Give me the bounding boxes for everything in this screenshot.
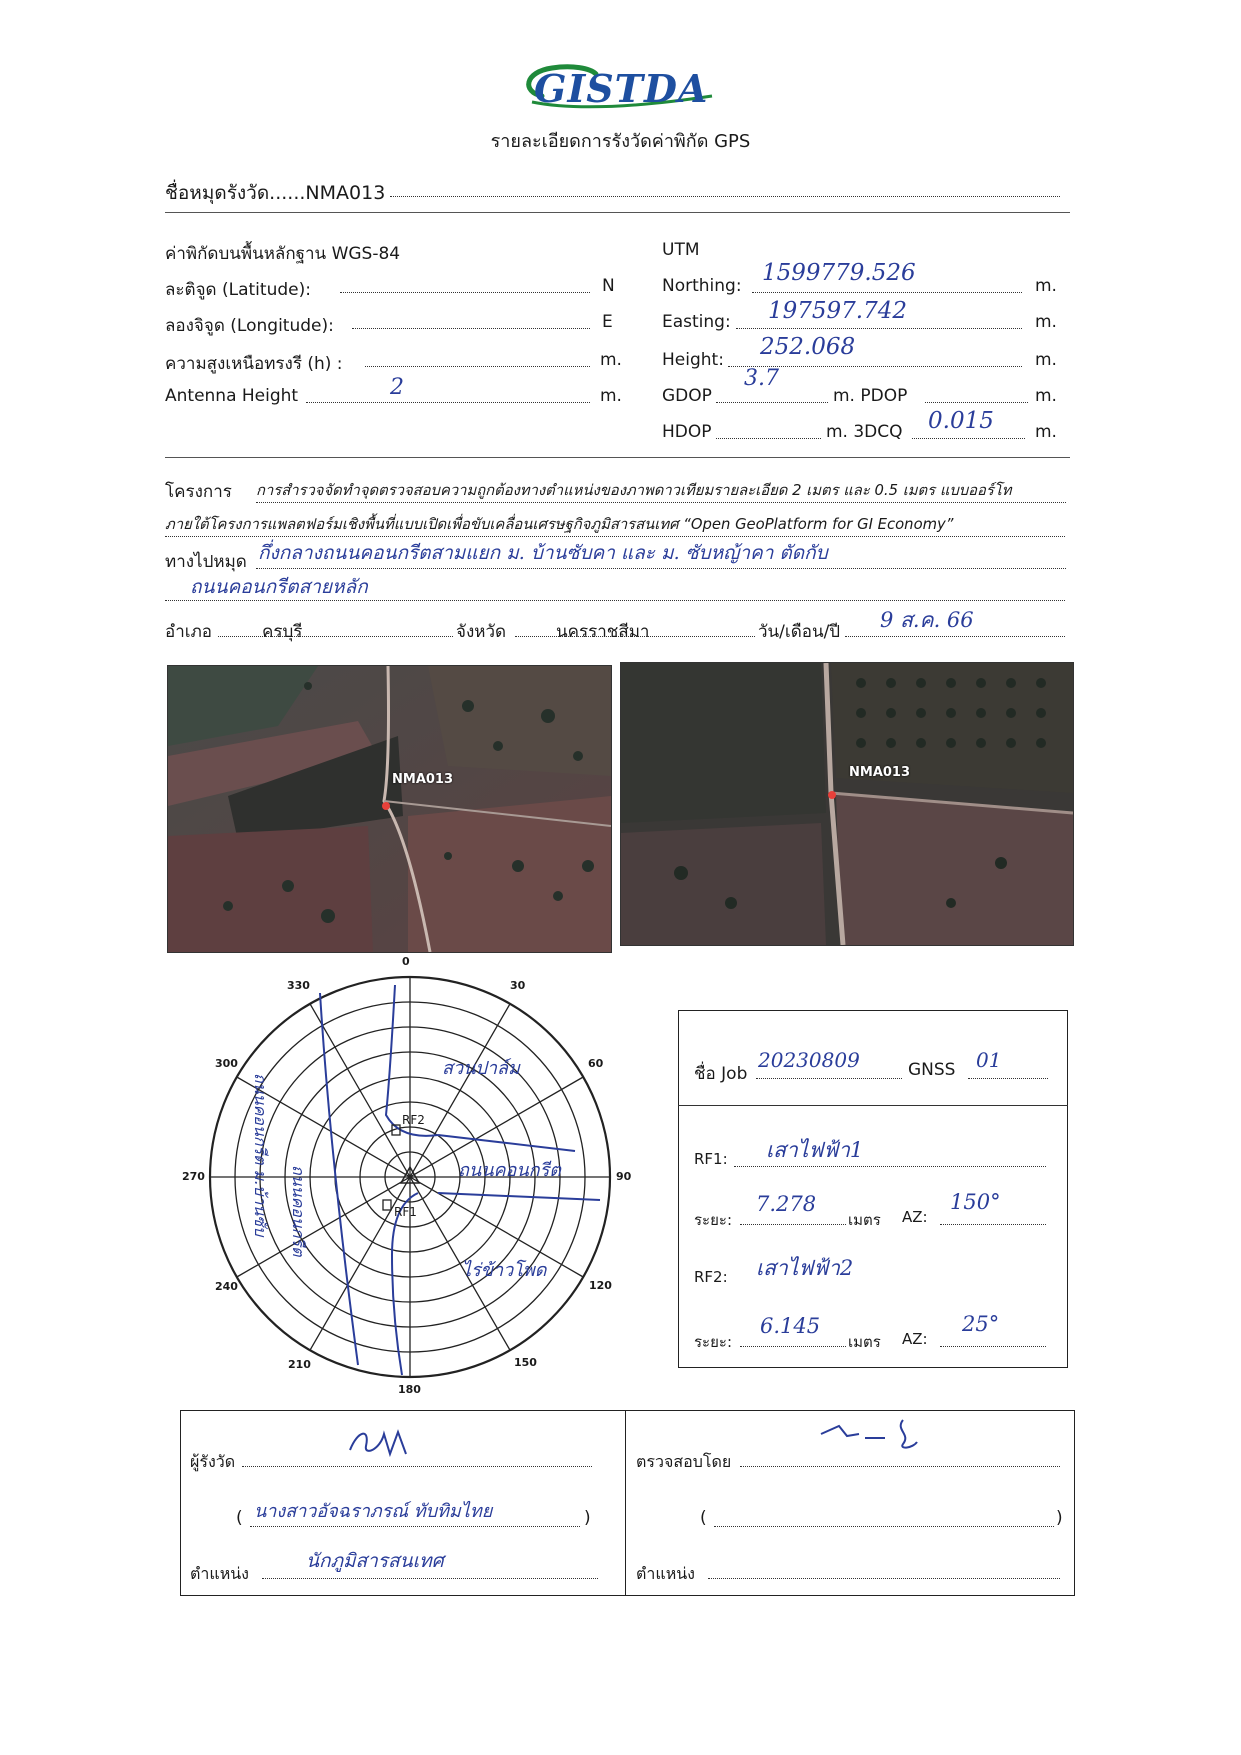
map-pin-label-overview: NMA013	[392, 772, 454, 787]
easting-label: Easting:	[662, 312, 731, 332]
station-name: NMA013	[305, 182, 386, 204]
angle-30: 30	[510, 979, 526, 992]
gnss-value: 01	[976, 1048, 1002, 1072]
gnss-field	[968, 1078, 1048, 1079]
longitude-unit: E	[602, 312, 613, 332]
surveyor-label: ผู้รังวัด	[190, 1452, 236, 1471]
project-label: โครงการ	[165, 482, 232, 502]
antenna-height-field	[306, 402, 590, 403]
az2-label: AZ:	[902, 1330, 928, 1348]
rf1-label: RF1:	[694, 1150, 728, 1168]
latitude-field	[340, 292, 590, 293]
az2-value: 25°	[962, 1312, 1000, 1336]
project-line-2: ภายใต้โครงการแพลตฟอร์มเชิงพื้นที่แบบเปิดเพื่อขับเคลื่อนเศรษฐกิจภูมิสารสนเทศ “Open GeoPlatform for GI Economy”	[165, 512, 1065, 537]
easting-field	[736, 328, 1022, 329]
northing-field	[752, 292, 1022, 293]
surveyor-name-line	[250, 1526, 580, 1527]
job-field	[756, 1078, 902, 1079]
easting-value: 197597.742	[768, 298, 908, 324]
divider-1	[165, 212, 1070, 213]
note-corn: ไร่ข้าวโพด	[462, 1260, 547, 1281]
hdop-label: HDOP	[662, 422, 712, 442]
checker-name-close-paren: )	[1056, 1508, 1063, 1528]
utm-height-label: Height:	[662, 350, 724, 370]
job-value: 20230809	[758, 1048, 860, 1072]
dcq-field	[912, 438, 1025, 439]
satellite-image-closeup	[620, 662, 1074, 946]
province-label: จังหวัด	[456, 622, 507, 642]
note-road-east: ถนนคอนกรีต	[458, 1160, 561, 1181]
surveyor-signature-line	[242, 1466, 592, 1467]
angle-240: 240	[215, 1280, 238, 1293]
checker-signature	[815, 1412, 945, 1456]
az1-value: 150°	[950, 1190, 1001, 1214]
dcq-value: 0.015	[928, 408, 994, 434]
rf2-label: RF2:	[694, 1268, 728, 1286]
angle-90: 90	[616, 1170, 632, 1183]
dist2-label: ระยะ:	[694, 1333, 733, 1351]
hdop-field	[716, 438, 821, 439]
az2-field	[940, 1346, 1046, 1347]
dcq-unit: m.	[1035, 422, 1057, 442]
latitude-unit: N	[602, 276, 615, 296]
az1-field	[940, 1224, 1046, 1225]
dist1-label: ระยะ:	[694, 1211, 733, 1229]
date-label: วัน/เดือน/ปี	[758, 622, 841, 642]
angle-330: 330	[287, 979, 310, 992]
pdop-field	[925, 402, 1028, 403]
surveyor-name-open-paren: (	[236, 1508, 243, 1528]
checker-position-label: ตำแหน่ง	[636, 1564, 695, 1583]
northing-value: 1599779.526	[762, 260, 916, 286]
note-palm: สวนปาล์ม	[442, 1058, 520, 1079]
checker-name-line	[714, 1526, 1054, 1527]
utm-height-unit: m.	[1035, 350, 1057, 370]
province-value: นครราชสีมา	[556, 622, 650, 642]
district-value: ครบุรี	[262, 622, 303, 642]
route-field-1	[256, 568, 1066, 569]
az1-label: AZ:	[902, 1208, 928, 1226]
gistda-logo	[512, 58, 727, 118]
checker-position-line	[708, 1578, 1060, 1579]
surveyor-name-close-paren: )	[584, 1508, 591, 1528]
ellipsoid-height-field	[365, 366, 590, 367]
district-label: อำเภอ	[165, 622, 212, 642]
surveyor-name: นางสาวอัจฉราภรณ์ ทับทิมไทย	[254, 1501, 493, 1522]
dist1-field	[740, 1224, 846, 1225]
angle-300: 300	[215, 1057, 238, 1070]
job-label: ชื่อ Job	[694, 1064, 748, 1084]
angle-60: 60	[588, 1057, 604, 1070]
gdop-value: 3.7	[744, 366, 779, 391]
dist2-unit: เมตร	[848, 1333, 881, 1351]
surveyor-position-line	[262, 1578, 598, 1579]
pdop-unit: m.	[1035, 386, 1057, 406]
checker-name-open-paren: (	[700, 1508, 707, 1528]
gdop-label: GDOP	[662, 386, 712, 406]
gnss-label: GNSS	[908, 1060, 956, 1080]
surveyor-position: นักภูมิสารสนเทศ	[306, 1550, 444, 1572]
note-road-west: ถนนคอนกรีต ม.บ้านซับ	[251, 1073, 270, 1237]
gdop-field	[716, 402, 828, 403]
dist2-field	[740, 1346, 846, 1347]
skyplot	[180, 955, 640, 1395]
rf2-marker-label: RF2	[402, 1113, 425, 1127]
district-field	[218, 636, 453, 637]
route-line-1: กึ่งกลางถนนคอนกรีตสามแยก ม. บ้านซับคา และ ม. ซับหญ้าคา ตัดกับ	[258, 542, 828, 564]
pdop-label: m. PDOP	[833, 386, 908, 406]
map-pin-label-closeup: NMA013	[849, 765, 911, 780]
angle-210: 210	[288, 1358, 311, 1371]
angle-150: 150	[514, 1356, 537, 1369]
surveyor-signature	[340, 1420, 430, 1464]
latitude-label: ละติจูด (Latitude):	[165, 280, 311, 300]
surveyor-position-label: ตำแหน่ง	[190, 1564, 249, 1583]
northing-unit: m.	[1035, 276, 1057, 296]
easting-unit: m.	[1035, 312, 1057, 332]
dist1-unit: เมตร	[848, 1211, 881, 1229]
antenna-height-label: Antenna Height	[165, 386, 299, 406]
route-label: ทางไปหมุด	[165, 552, 247, 572]
job-box-divider	[678, 1105, 1068, 1106]
logo-text: GISTDA	[534, 66, 709, 111]
rf1-marker-box	[383, 1200, 391, 1210]
angle-0: 0	[402, 955, 410, 968]
station-name-label: ชื่อหมุดรังวัด......NMA013	[165, 182, 386, 204]
dist2-value: 6.145	[760, 1314, 821, 1338]
station-name-underline	[390, 196, 1060, 197]
page-title: รายละเอียดการรังวัดค่าพิกัด GPS	[490, 131, 751, 152]
checker-label: ตรวจสอบโดย	[636, 1452, 732, 1471]
divider-2	[165, 457, 1070, 458]
angle-180: 180	[398, 1383, 421, 1396]
route-line-2: ถนนคอนกรีตสายหลัก	[190, 576, 368, 598]
utm-height-value: 252.068	[760, 334, 856, 360]
rf1-value: เสาไฟฟ้า1	[766, 1138, 864, 1162]
angle-270: 270	[182, 1170, 205, 1183]
antenna-height-value: 2	[390, 375, 404, 400]
rf1-marker-label: RF1	[394, 1205, 417, 1219]
ellipsoid-height-unit: m.	[600, 350, 622, 370]
date-value: 9 ส.ค. 66	[880, 608, 974, 632]
signature-box-divider	[625, 1410, 626, 1596]
checker-signature-line	[740, 1466, 1060, 1467]
ellipsoid-height-label: ความสูงเหนือทรงรี (h) :	[165, 354, 343, 374]
longitude-label: ลองจิจูด (Longitude):	[165, 316, 334, 336]
angle-120: 120	[589, 1279, 612, 1292]
northing-label: Northing:	[662, 276, 742, 296]
project-line-1: การสำรวจจัดทำจุดตรวจสอบความถูกต้องทางตำแหน่งของภาพดาวเทียมรายละเอียด 2 เมตร และ 0.5 เมตร แบบออร์โท	[256, 478, 1066, 503]
wgs84-heading: ค่าพิกัดบนพื้นหลักฐาน WGS-84	[165, 244, 401, 264]
utm-heading: UTM	[662, 240, 700, 260]
dcq-label: m. 3DCQ	[826, 422, 903, 442]
rf2-value: เสาไฟฟ้า2	[756, 1256, 854, 1280]
longitude-field	[352, 328, 590, 329]
antenna-height-unit: m.	[600, 386, 622, 406]
dist1-value: 7.278	[756, 1192, 817, 1216]
satellite-image-overview	[167, 665, 612, 953]
note-road-north: ถนนคอนกรีต	[289, 1165, 308, 1257]
